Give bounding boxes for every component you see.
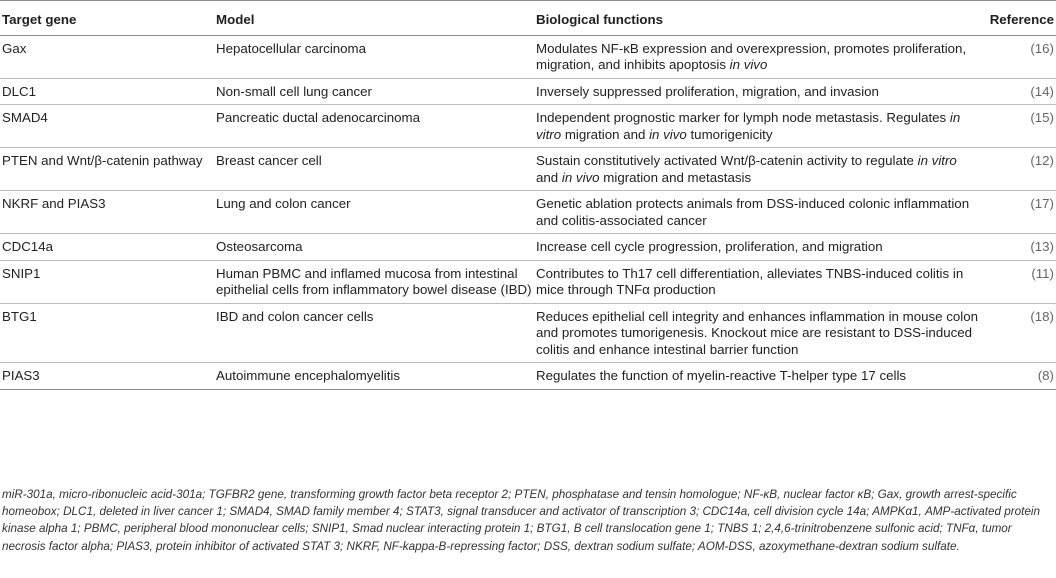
cell-text: SNIP1 — [2, 265, 41, 281]
cell-text: PTEN and Wnt/β-catenin pathway — [2, 153, 203, 168]
cell-text: and — [536, 169, 562, 185]
cell-model — [214, 303, 534, 363]
table-footnote: miR-301a, micro-ribonucleic acid-301a; TGFBR2 gene, transforming growth factor beta receptor 2; PTEN, phosphatase and tensin homologue; NF-κB, nuclear factor κB; Gax, growth arrest-specific homeobox; DLC1, deleted in liver cancer 1; SMAD4, SMAD family member 4; STAT3, signal transducer and activator of transcription 3; CDC14a, cell division cycle 14a; AMPKα1, AMP-activated protein kinase alpha 1; PBMC, peripheral blood mononuclear cells; SNIP1, Smad nuclear interacting protein 1; BTG1, B cell translocation gene 1; TNBS 1; 2,4,6-trinitrobenzene sulfonic acid; TNFα, tumor necrosis factor alpha; PIAS3, protein inhibitor of activated STAT 3; NKRF, NF-kappa-B-repressing factor; DSS, dextran sodium sulfate; AOM-DSS, azoxymethane-dextran sodium sulfate. — [2, 488, 1040, 553]
cell-text: migration and metastasis — [599, 169, 752, 185]
header-biological-functions: Biological functions — [534, 1, 981, 36]
cell-biological-functions — [534, 260, 981, 303]
table-row — [0, 260, 1056, 303]
header-target-gene: Target gene — [0, 1, 214, 36]
header-reference: Reference — [981, 1, 1056, 36]
cell-text: Hepatocellular carcinoma — [216, 40, 367, 56]
cell-text: PIAS3 — [2, 368, 40, 383]
cell-text: tumorigenicity — [686, 126, 773, 142]
cell-reference: (14) — [981, 78, 1056, 105]
table-header — [0, 1, 1056, 36]
table-row — [0, 78, 1056, 105]
cell-model — [214, 191, 534, 234]
cell-reference: (18) — [981, 303, 1056, 363]
cell-text: SMAD4 — [2, 110, 48, 125]
cell-model — [214, 105, 534, 148]
cell-biological-functions — [534, 78, 981, 105]
cell-target-gene — [0, 303, 214, 363]
table-row — [0, 148, 1056, 191]
cell-model — [214, 78, 534, 105]
cell-target-gene — [0, 35, 214, 78]
cell-reference: (13) — [981, 234, 1056, 261]
cell-text: Pancreatic ductal adenocarcinoma — [216, 110, 421, 125]
cell-reference: (16) — [981, 35, 1056, 78]
cell-text: CDC14a — [2, 239, 53, 254]
cell-reference: (8) — [981, 363, 1056, 390]
cell-model — [214, 260, 534, 303]
cell-text: Gax — [2, 40, 27, 56]
cell-text: Reduces epithelial cell integrity and enhances inflammation in mouse colon and promotes tumorigenesis. Knockout mice are resistant to DSS-induced colitis and enhance intestinal barrier function — [536, 308, 979, 357]
italic-text: in vitro — [917, 153, 957, 168]
cell-text: NKRF and PIAS3 — [2, 196, 106, 211]
cell-text: Increase cell cycle progression, proliferation, and migration — [536, 239, 883, 254]
cell-text: Regulates the function of myelin-reactive T-helper type 17 cells — [536, 368, 907, 383]
cell-text: Human PBMC and inflamed mucosa from intestinal epithelial cells from inflammatory bowel disease (IBD) — [216, 265, 532, 297]
cell-model — [214, 35, 534, 78]
cell-target-gene — [0, 191, 214, 234]
cell-text: Contributes to Th17 cell differentiation, alleviates TNBS-induced colitis in mice through TNFα production — [536, 265, 964, 297]
cell-text: Non-small cell lung cancer — [216, 83, 372, 99]
cell-text: Lung and colon cancer — [216, 196, 351, 211]
table-row — [0, 234, 1056, 261]
table-row — [0, 303, 1056, 363]
table-body — [0, 35, 1056, 389]
table-row — [0, 105, 1056, 148]
cell-text: Genetic ablation protects animals from DSS-induced colonic inflammation and colitis-associated cancer — [536, 196, 970, 228]
italic-text: in vitro — [536, 110, 961, 142]
cell-text: Inversely suppressed proliferation, migration, and invasion — [536, 83, 879, 99]
cell-biological-functions — [534, 105, 981, 148]
header-model: Model — [214, 1, 534, 36]
cell-biological-functions — [534, 148, 981, 191]
cell-model — [214, 234, 534, 261]
cell-biological-functions — [534, 191, 981, 234]
cell-target-gene — [0, 234, 214, 261]
table-row — [0, 363, 1056, 390]
cell-reference: (12) — [981, 148, 1056, 191]
cell-target-gene — [0, 260, 214, 303]
cell-model — [214, 148, 534, 191]
cell-biological-functions — [534, 303, 981, 363]
cell-text: migration and — [561, 126, 650, 142]
cell-target-gene — [0, 105, 214, 148]
cell-biological-functions — [534, 234, 981, 261]
cell-text: DLC1 — [2, 83, 36, 99]
cell-reference: (11) — [981, 260, 1056, 303]
cell-text: Breast cancer cell — [216, 153, 322, 168]
cell-text: Osteosarcoma — [216, 239, 303, 254]
table-row — [0, 191, 1056, 234]
cell-text: Independent prognostic marker for lymph node metastasis. Regulates — [536, 110, 950, 125]
cell-reference: (15) — [981, 105, 1056, 148]
cell-biological-functions — [534, 363, 981, 390]
header-row — [0, 1, 1056, 36]
cell-text: Sustain constitutively activated Wnt/β-catenin activity to regulate — [536, 153, 918, 168]
cell-biological-functions — [534, 35, 981, 78]
cell-text: Modulates NF-κB expression and overexpression, promotes proliferation, migration, and inhibits apoptosis — [536, 40, 967, 72]
cell-model — [214, 363, 534, 390]
cell-text: IBD and colon cancer cells — [216, 308, 374, 324]
cell-text: BTG1 — [2, 308, 37, 324]
cell-target-gene — [0, 78, 214, 105]
italic-text: in vivo — [561, 169, 600, 185]
cell-target-gene — [0, 148, 214, 191]
cell-reference: (17) — [981, 191, 1056, 234]
cell-target-gene — [0, 363, 214, 390]
cell-text: Autoimmune encephalomyelitis — [216, 368, 401, 383]
table-row — [0, 35, 1056, 78]
italic-text: in vivo — [729, 57, 768, 72]
italic-text: in vivo — [649, 126, 687, 142]
